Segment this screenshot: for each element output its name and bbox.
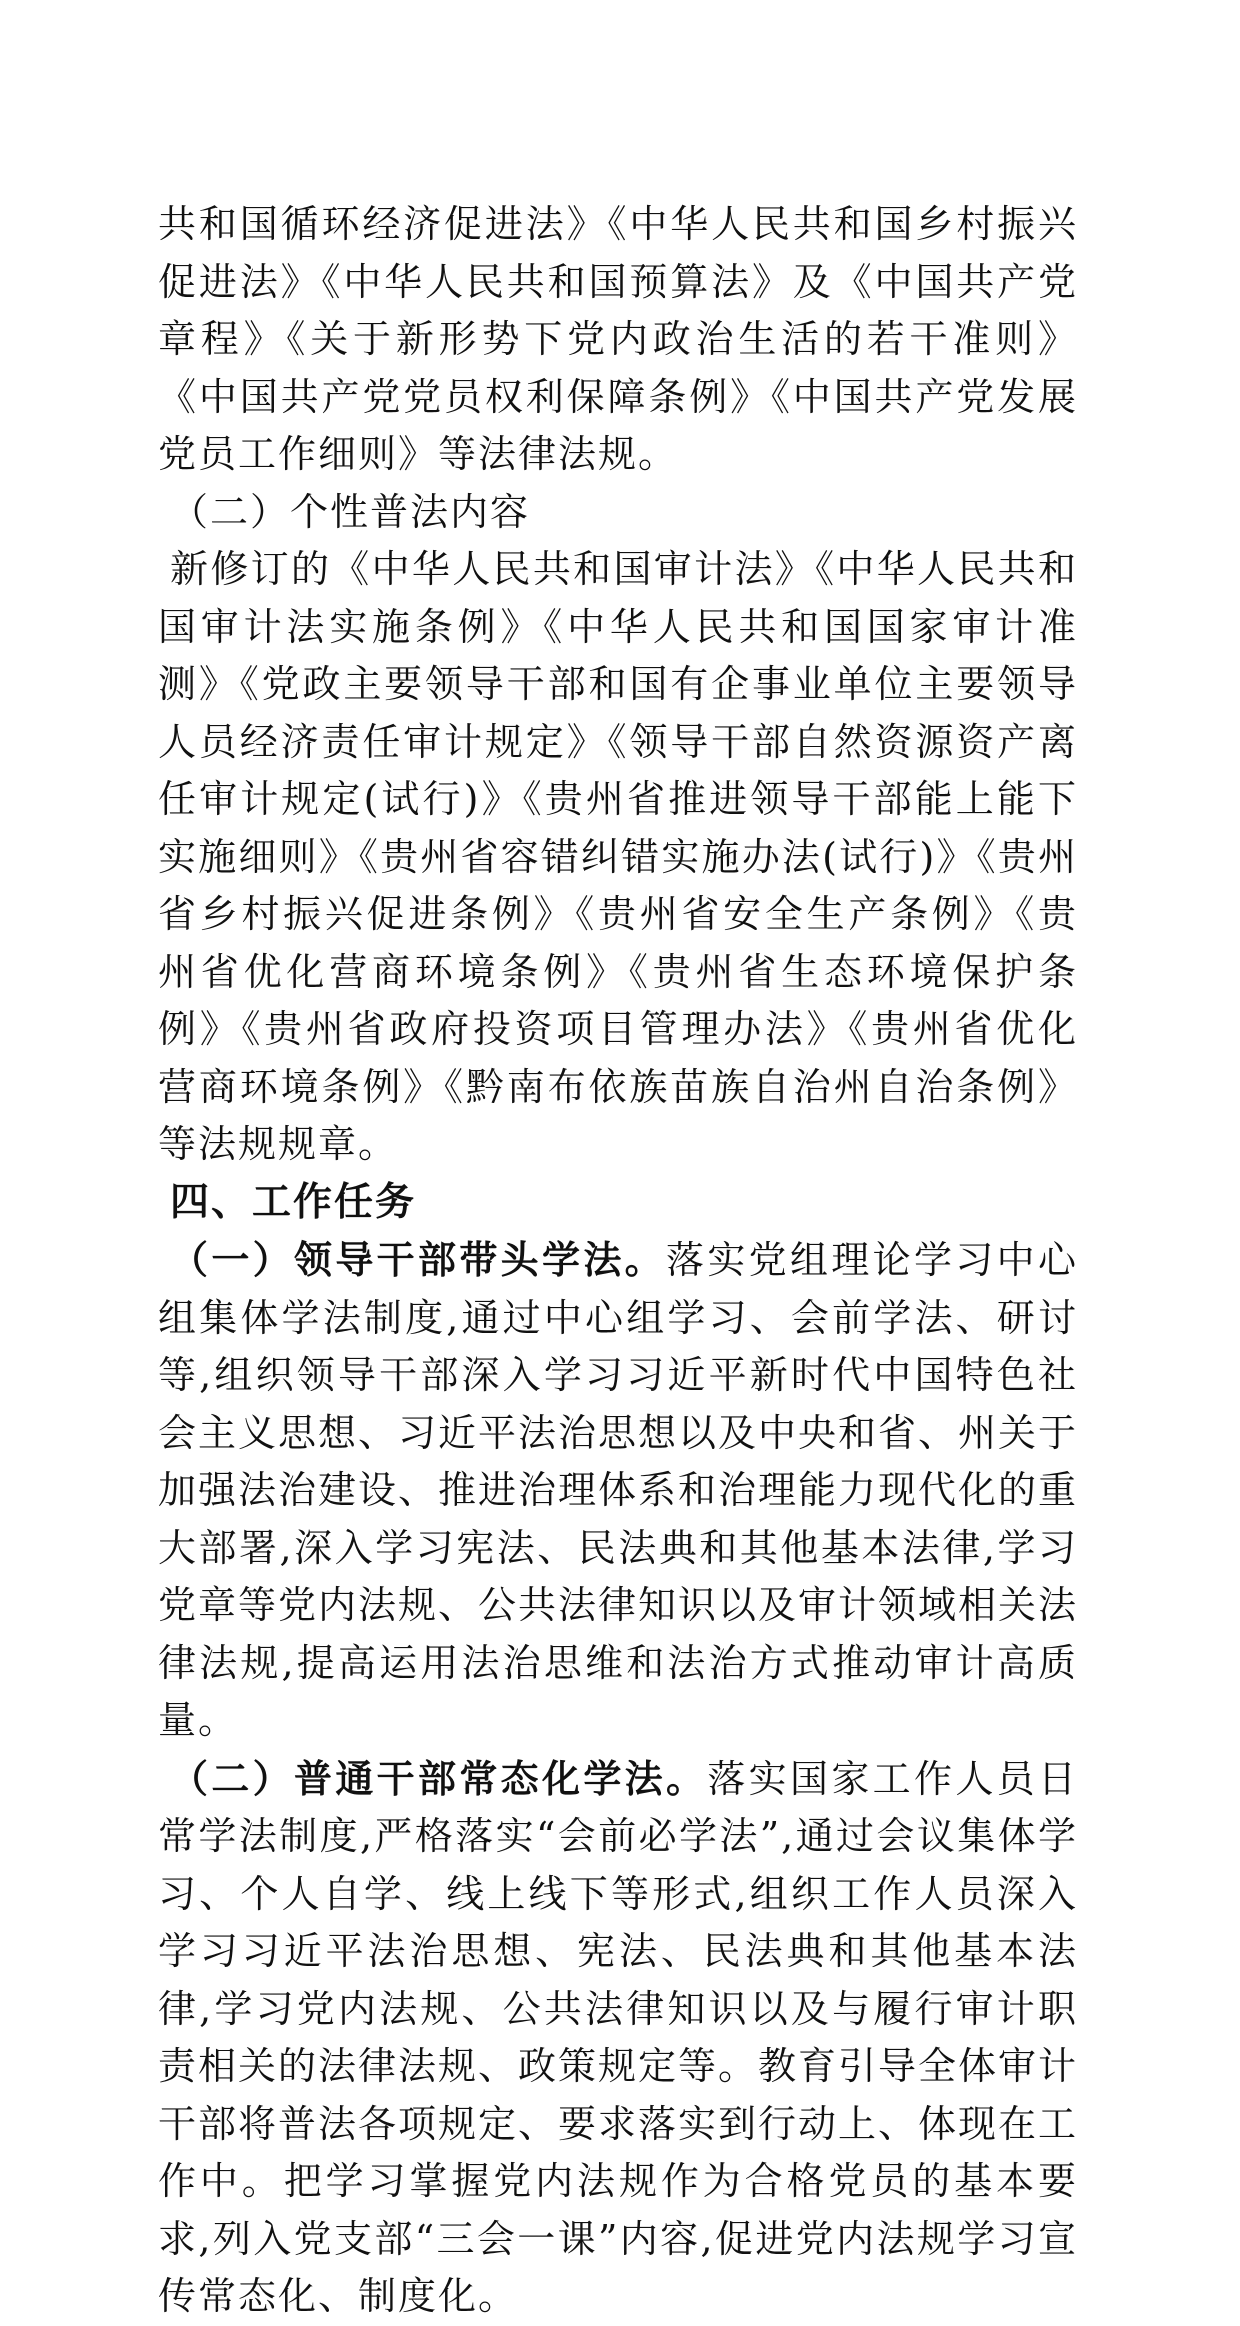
task-staff-lead: （二）普通干部常态化学法。 [170,1755,708,1801]
paragraph-task-staff [158,1750,1078,2326]
chapter-heading-work-tasks: 四、工作任务 [170,1179,417,1225]
paragraph-law-list-continued: 共和国循环经济促进法》《中华人民共和国乡村振兴促进法》《中华人民共和国预算法》及《中国共产党章程》《关于新形势下党内政治生活的若干准则》《中国共产党党员权利保障条例》《中国共产党发展党员工作细则》等法律法规。 [158,202,1078,476]
paragraph-task-leaders [158,1231,1078,1750]
task-leaders-body: 落实党组理论学习中心组集体学法制度,通过中心组学习、会前学法、研讨等,组织领导干部深入学习习近平新时代中国特色社会主义思想、习近平法治思想以及中央和省、州关于加强法治建设、推进治理体系和治理能力现代化的重大部署,深入学习宪法、民法典和其他基本法律,学习党章等党内法规、公共法律知识以及审计领域相关法律法规,提高运用法治思维和法治方式推动审计高质量。 [158,1238,1079,1742]
document-body [158,196,1078,2326]
paragraph-personalized-laws: 新修订的《中华人民共和国审计法》《中华人民共和国审计法实施条例》《中华人民共和国国家审计准测》《党政主要领导干部和国有企事业单位主要领导人员经济责任审计规定》《领导干部自然资源资产离任审计规定(试行)》《贵州省推进领导干部能上能下实施细则》《贵州省容错纠错实施办法(试行)》《贵州省乡村振兴促进条例》《贵州省安全生产条例》《贵州省优化营商环境条例》《贵州省生态环境保护条例》《贵州省政府投资项目管理办法》《贵州省优化营商环境条例》《黔南布依族苗族自治州自治条例》等法规规章。 [158,547,1078,1166]
task-staff-body: 落实国家工作人员日常学法制度,严格落实“会前必学法”,通过会议集体学习、个人自学、线上线下等形式,组织工作人员深入学习习近平法治思想、宪法、民法典和其他基本法律,学习党内法规、公共法律知识以及与履行审计职责相关的法律法规、政策规定等。教育引导全体审计干部将普法各项规定、要求落实到行动上、体现在工作中。把学习掌握党内法规作为合格党员的基本要求,列入党支部“三会一课”内容,促进党内法规学习宣传常态化、制度化。 [158,1756,1079,2318]
section-heading-personalized-content: （二）个性普法内容 [170,489,531,534]
task-leaders-lead: （一）领导干部带头学法。 [170,1237,666,1282]
